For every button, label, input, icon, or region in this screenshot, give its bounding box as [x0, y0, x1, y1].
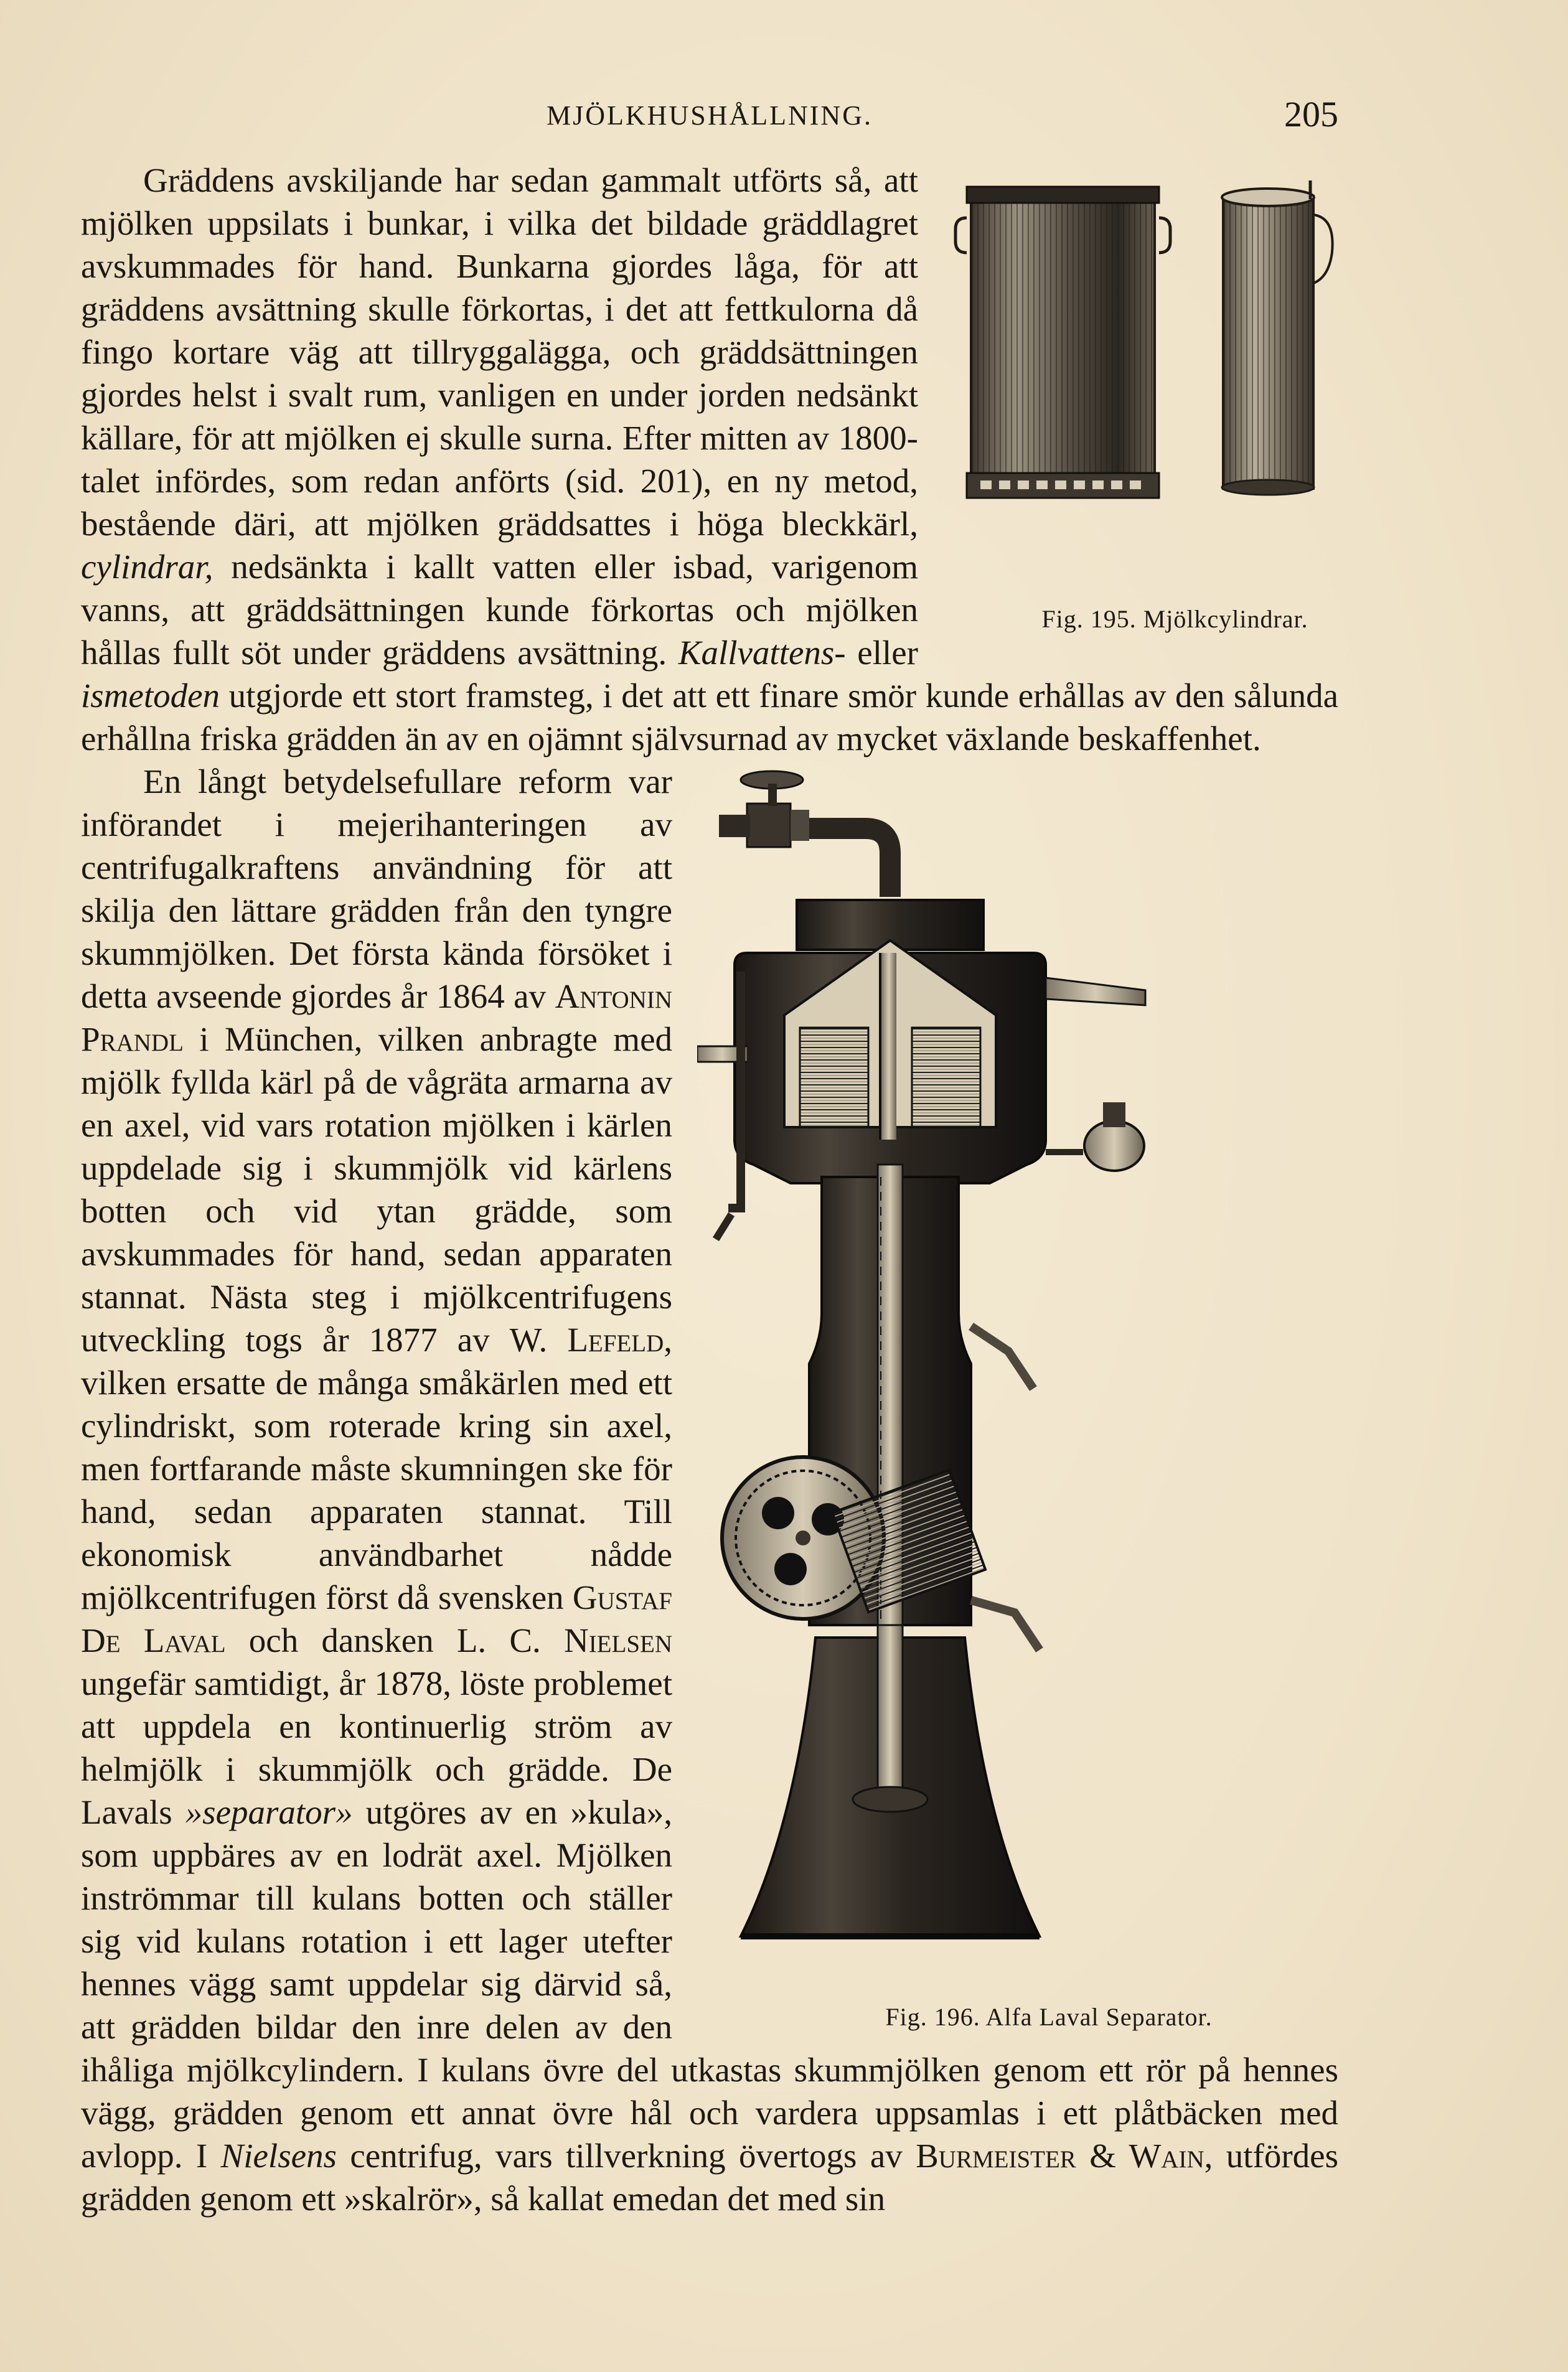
- page-header: [81, 93, 1338, 143]
- alfa-laval-separator-illustration: [697, 766, 1338, 1986]
- speed-gauge: [1046, 1102, 1144, 1171]
- separator-base: [741, 1625, 1040, 1936]
- inlet-tap: [719, 771, 809, 847]
- figure-195-caption: Fig. 195. Mjölkcylindrar.: [1041, 605, 1308, 633]
- paragraph-2: Fig. 196. Alfa Laval Separator. En långt betydelsefullare reform var införandet i mejerihanteringen av centrifugalkraftens användning för att skilja den lättare grädden från den tyngre skummjölken. Det första kända försöket i detta avseende gjordes år 1864 av Antonin Prandl i München, vilken anbragte med mjölk fyllda kärl på de vågräta armarna av en axel, vid vars rotation mjölken i kärlen uppdelade sig i skummjölk vid kärlens botten och vid ytan grädde, som avskummades för hand, sedan apparaten stannat. Nästa steg i mjölkcentrifugens utveckling togs år 1877 av W. Lefeld, vilken ersatte de många småkärlen med ett cylindriskt, som roterade kring sin axel, men fortfarande måste skumningen ske för hand, sedan apparaten stannat. Till ekonomisk användbarhet nådde mjölkcentrifugen först då svensken Gustaf De Laval och dansken L. C. Nielsen ungefär samtidigt, år 1878, löste problemet att uppdela en kontinuerlig ström av helmjölk i skummjölk och grädde. De Lavals »separator» utgöres av en »kula», som uppbäres av en lodrät axel. Mjölken inströmmar till kulans botten och ställer sig vid kulans rotation i ett lager utefter hennes vägg samt uppdelar sig därvid så, att grädden bildar den inre delen av den ihåliga mjölkcylindern. I kulans övre del utkastas skummjölken genom ett rör på hennes vägg, grädden genom ett annat övre hål och vardera uppsamlas i ett plåtbäcken med avlopp. I Nielsens centrifug, vars tillverkning övertogs av Burmeister & Wain, utfördes grädden genom ett »skalrör», så kallat emedan det med sin: [81, 762, 1338, 2218]
- term-separator: »separator»: [185, 1793, 353, 1831]
- term-cylindrar: cylindrar,: [81, 548, 214, 586]
- name-nielsen: L. C. Nielsen: [456, 1621, 673, 1659]
- term-ismetoden: ismetoden: [81, 677, 220, 715]
- name-burmeister-wain: Burmeister & Wain,: [916, 2137, 1213, 2175]
- figure-196: [697, 766, 1338, 2039]
- body-text: [81, 159, 1338, 2220]
- page-number: 205: [1284, 94, 1338, 134]
- bowl-casing: [735, 900, 1046, 1183]
- name-prandl: Antonin Prandl: [81, 977, 672, 1058]
- name-delaval: Gustaf De Laval: [81, 1578, 672, 1659]
- milk-cylinders-illustration: [949, 159, 1338, 594]
- paragraph-1: Fig. 195. Mjölkcylindrar. Gräddens avskiljande har sedan gammalt utförts så, att mjölken uppsilats i bunkar, i vilka det bildade gräddlagret avskummades för hand. Bunkarna gjordes låga, för att gräddens avsättning skulle förkortas, i det att fettkulorna då fingo kortare väg att tillryggalägga, och gräddsättningen gjordes helst i svalt rum, vanligen en under jorden nedsänkt källare, för att mjölken ej skulle surna. Efter mitten av 1800-talet infördes, som redan anförts (sid. 201), en ny metod, bestående däri, att mjölken gräddsattes i höga bleckkärl, cylindrar, nedsänkta i kallt vatten eller isbad, varigenom vanns, att gräddsättningen kunde förkortas och mjölken hållas fullt söt under gräddens avsättning. Kallvattens- eller ismetoden utgjorde ett stort framsteg, i det att ett finare smör kunde erhållas av den sålunda erhållna friska grädden än av en ojämnt självsurnad av mycket växlande beskaffenhet.: [81, 159, 1338, 760]
- figure-196-caption: Fig. 196. Alfa Laval Separator.: [885, 2003, 1213, 2031]
- name-nielsens: Nielsens: [220, 2137, 337, 2175]
- figure-195: [949, 159, 1338, 644]
- large-cylinder: [955, 187, 1170, 498]
- name-lefeld: W. Lefeld,: [509, 1321, 672, 1359]
- narrow-cylinder: [1222, 180, 1333, 495]
- running-title: MJÖLKHUSHÅLLNING.: [547, 100, 873, 131]
- term-kallvattens: Kallvattens-: [678, 634, 846, 672]
